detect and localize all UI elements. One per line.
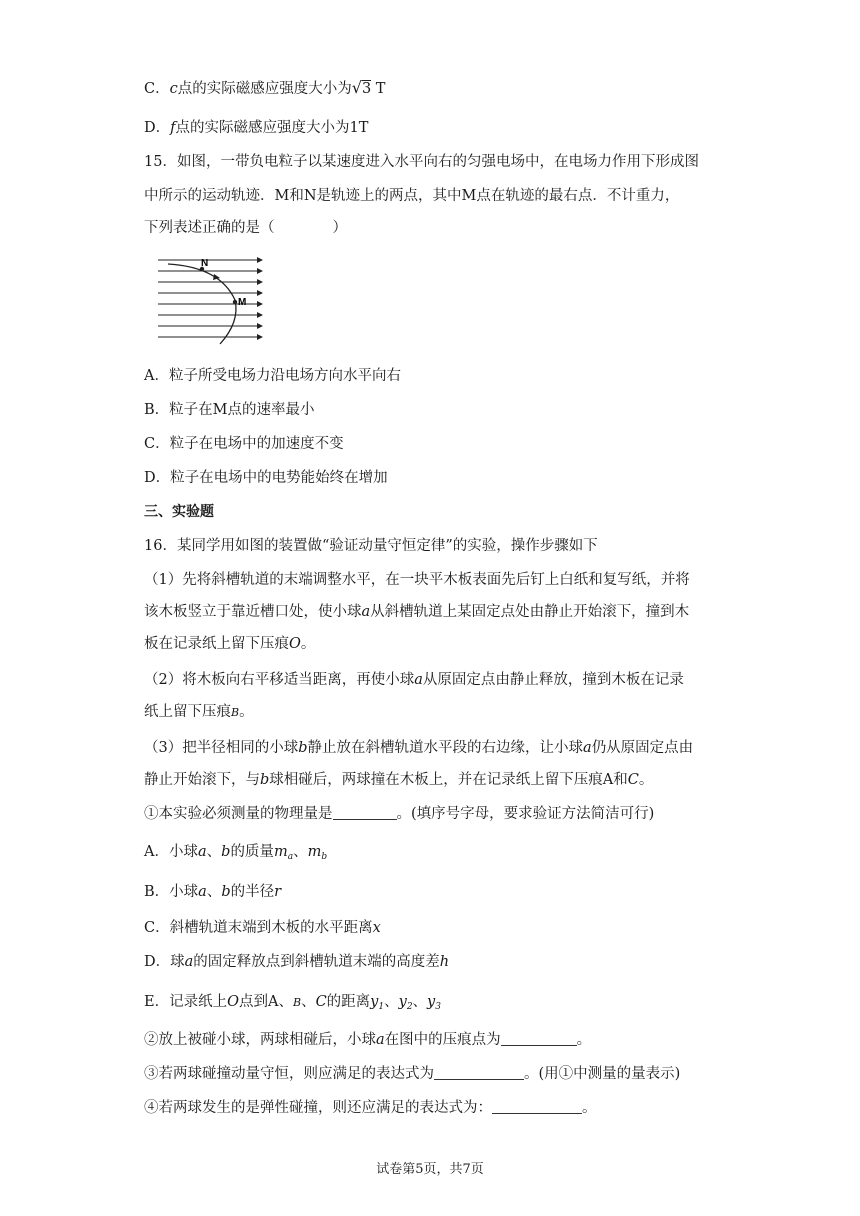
text: 。: [239, 704, 254, 720]
q15-stem-line2: 中所示的运动轨迹．M和N是轨迹上的两点，其中M点在轨迹的最右点．不计重力，: [144, 188, 680, 204]
option-b-16: [144, 882, 281, 902]
q15-stem-line1: 15．如图，一带负电粒子以某速度进入水平向右的匀强电场中，在电场力作用下形成图: [144, 154, 699, 170]
var-c-upper: C: [627, 772, 639, 788]
question-4: [144, 1098, 597, 1118]
var-a: a: [198, 884, 207, 900]
subscript-b: b: [321, 852, 328, 862]
step1-line2: [144, 602, 689, 622]
text: 。: [300, 636, 316, 652]
option-d-14: [144, 118, 368, 138]
field-lines: [158, 260, 262, 337]
text: 。(填序号字母，要求验证方法简洁可行): [396, 806, 655, 822]
text: 仍从原固定点由: [591, 740, 694, 756]
text: 该木板竖立于靠近槽口处，使小球: [144, 604, 362, 620]
var-y: y: [427, 994, 436, 1010]
sqrt-symbol: √3: [351, 78, 372, 97]
text: 、: [384, 994, 399, 1010]
var-b: b: [298, 740, 308, 756]
text: 纸上留下压痕: [144, 704, 231, 720]
text: 、: [412, 994, 428, 1010]
answer-blank-4[interactable]: [492, 1099, 582, 1114]
unit: T: [375, 81, 386, 97]
text: 从原固定点由静止释放，撞到木板在记录: [422, 672, 684, 688]
var-o: O: [289, 636, 301, 652]
var-x: x: [372, 920, 381, 936]
step2-line1: [144, 670, 684, 690]
text: 。: [582, 1100, 597, 1116]
electric-field-figure: [150, 252, 270, 352]
text: 静止放在斜槽轨道水平段的右边缘，让小球: [307, 740, 584, 756]
var-a: a: [583, 740, 592, 756]
var-b: b: [260, 772, 270, 788]
var-b-upper: B: [231, 706, 240, 719]
step3-line2: [144, 770, 653, 790]
label-n: N: [201, 258, 209, 269]
text: C．斜槽轨道末端到木板的水平距离: [144, 920, 373, 936]
text: 、: [301, 994, 316, 1010]
option-d-16: [144, 952, 449, 972]
var-b-upper: B: [292, 996, 302, 1009]
text: （2）将木板向右平移适当距离，再使小球: [144, 672, 415, 688]
var-o: O: [227, 994, 239, 1010]
page-footer: 试卷第5页，共7页: [376, 1162, 484, 1177]
q15-stem-line3: 下列表述正确的是（ ）: [144, 220, 347, 236]
point-m: [233, 300, 237, 304]
text: 。: [638, 772, 654, 788]
text: 。: [576, 1032, 592, 1048]
subscript-3: 3: [435, 1002, 441, 1012]
subscript-1: 1: [378, 1002, 385, 1012]
radicand: 3: [361, 81, 372, 97]
option-a-15: A．粒子所受电场力沿电场方向水平向右: [144, 368, 401, 384]
text: ④若两球发生的是弹性碰撞，则还应满足的表达式为：: [144, 1100, 492, 1116]
option-label: C．: [144, 81, 170, 97]
option-text: 点的实际磁感应强度大小为: [177, 81, 352, 97]
answer-blank-3[interactable]: [434, 1065, 524, 1080]
var-m: m: [307, 844, 322, 860]
var-c-upper: C: [315, 994, 327, 1010]
text: D．球: [144, 954, 185, 970]
var-f: f: [170, 120, 176, 136]
option-c-15: C．粒子在电场中的加速度不变: [144, 436, 344, 452]
var-m: m: [273, 844, 288, 860]
text: （3）把半径相同的小球: [144, 740, 299, 756]
text: ①本实验必须测量的物理量是: [144, 806, 333, 822]
text: 、: [206, 844, 222, 860]
text: ③若两球碰撞动量守恒，则应满足的表达式为: [144, 1066, 434, 1082]
step2-line2: [144, 702, 254, 723]
question-1: [144, 804, 654, 824]
text: 的距离: [326, 994, 371, 1010]
q16-stem: 16．某同学用如图的装置做“验证动量守恒定律”的实验，操作步骤如下: [144, 538, 598, 554]
question-3: [144, 1064, 680, 1084]
step3-line1: [144, 738, 693, 758]
text: 、: [206, 884, 222, 900]
text: 的固定释放点到斜槽轨道末端的高度差: [193, 954, 440, 970]
var-y: y: [370, 994, 379, 1010]
subscript-a: a: [287, 852, 294, 862]
option-e-16: [144, 992, 441, 1017]
var-a: a: [197, 844, 207, 860]
var-r: r: [274, 884, 282, 900]
var-a: a: [414, 672, 423, 688]
section-heading: 三、实验题: [144, 504, 214, 520]
question-2: [144, 1030, 591, 1050]
var-c: c: [169, 81, 178, 97]
text: ②放上被碰小球，两球相碰后，小球: [144, 1032, 376, 1048]
var-a: a: [184, 954, 194, 970]
text: 、: [293, 844, 308, 860]
text: A．小球: [144, 844, 198, 860]
text: 点到A、: [238, 994, 293, 1010]
option-label: D．: [144, 120, 171, 136]
option-text: 点的实际磁感应强度大小为1T: [175, 120, 369, 136]
text: B．小球: [144, 884, 199, 900]
text: 球相碰后，两球撞在木板上，并在记录纸上留下压痕A和: [269, 772, 628, 788]
var-a: a: [361, 604, 371, 620]
text: 在图中的压痕点为: [384, 1032, 501, 1048]
step1-line3: [144, 634, 315, 654]
var-y: y: [398, 994, 407, 1010]
var-a: a: [376, 1032, 385, 1048]
var-b: b: [221, 844, 231, 860]
step1-line1: （1）先将斜槽轨道的末端调整水平，在一块平木板表面先后钉上白纸和复写纸，并将: [144, 572, 690, 588]
answer-blank-2[interactable]: [501, 1031, 577, 1046]
var-b: b: [221, 884, 231, 900]
option-b-15: B．粒子在M点的速率最小: [144, 402, 315, 418]
subscript-2: 2: [406, 1002, 413, 1012]
text: 的半径: [230, 884, 275, 900]
option-c-16: [144, 918, 381, 938]
text: E．记录纸上: [144, 994, 228, 1010]
text: 板在记录纸上留下压痕: [144, 636, 289, 652]
option-a-16: [144, 842, 327, 867]
label-m: M: [238, 297, 247, 308]
text: 静止开始滚下，与: [144, 772, 260, 788]
option-d-15: D．粒子在电场中的电势能始终在增加: [144, 470, 388, 486]
text: 。(用①中测量的量表示): [524, 1066, 681, 1082]
text: 从斜槽轨道上某固定点处由静止开始滚下，撞到木: [370, 604, 690, 620]
option-c-14: [144, 78, 385, 99]
answer-blank-1[interactable]: [333, 805, 397, 820]
var-h: h: [439, 954, 450, 970]
text: 的质量: [230, 844, 274, 860]
